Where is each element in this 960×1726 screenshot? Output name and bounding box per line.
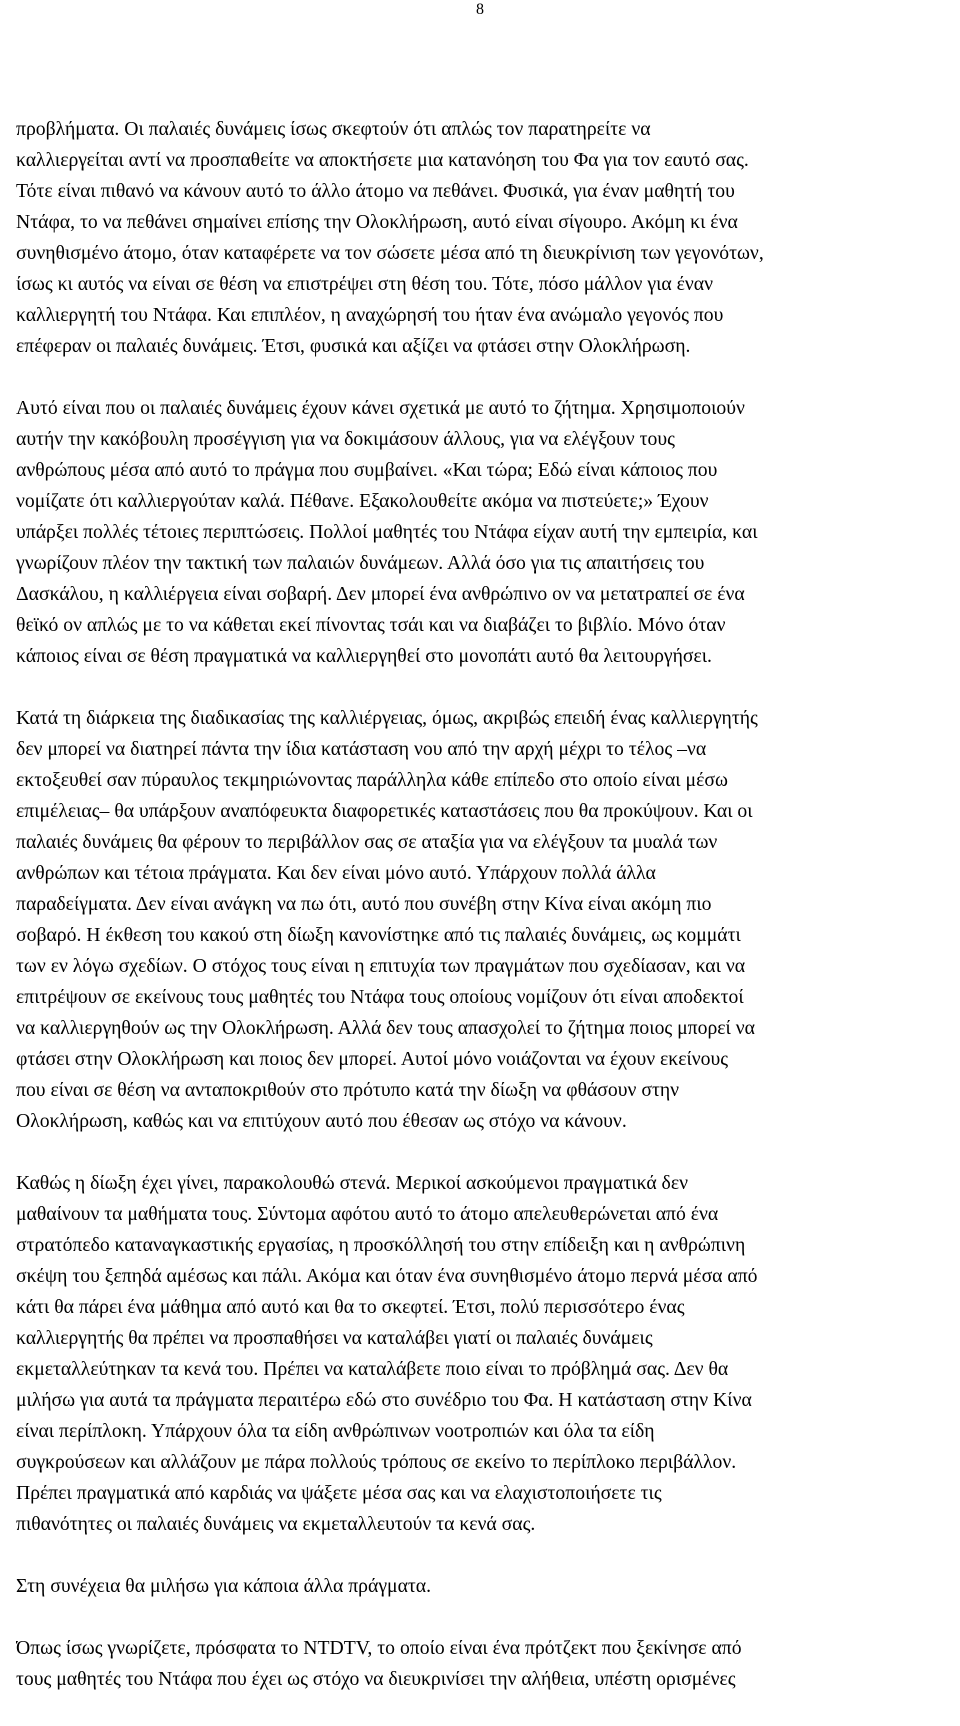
text-line: καλλιεργητής θα πρέπει να προσπαθήσει να καταλάβει γιατί οι παλαιές δυνάμεις	[16, 1327, 653, 1349]
text-line: να καλλιεργηθούν ως την Ολοκλήρωση. Αλλά δεν τους απασχολεί το ζήτημα ποιος μπορεί να	[16, 1017, 755, 1039]
text-line: φτάσει στην Ολοκλήρωση και ποιος δεν μπορεί. Αυτοί μόνο νοιάζονται να έχουν εκείνους	[16, 1048, 729, 1070]
text-line: σοβαρό. Η έκθεση του κακού στη δίωξη κανονίστηκε από τις παλαιές δυνάμεις, ως κομμάτι	[16, 924, 741, 946]
text-line: Πρέπει πραγματικά από καρδιάς να ψάξετε μέσα σας και να ελαχιστοποιήσετε τις	[16, 1482, 662, 1504]
text-line: επέφεραν οι παλαιές δυνάμεις. Έτσι, φυσικά και αξίζει να φτάσει στην Ολοκλήρωση.	[16, 335, 691, 357]
text-line: αυτήν την κακόβουλη προσέγγιση για να δοκιμάσουν άλλους, για να ελέγξουν τους	[16, 428, 675, 450]
text-line: ανθρώπους μέσα από αυτό το πράγμα που συμβαίνει. «Και τώρα; Εδώ είναι κάποιος που	[16, 459, 718, 481]
text-line: ίσως κι αυτός να είναι σε θέση να επιστρέψει στη θέση του. Τότε, πόσο μάλλον για έναν	[16, 273, 714, 295]
text-line: Δασκάλου, η καλλιέργεια είναι σοβαρή. Δεν μπορεί ένα ανθρώπινο ον να μετατραπεί σε ένα	[16, 583, 745, 605]
text-line: σκέψη του ξεπηδά αμέσως και πάλι. Ακόμα και όταν ένα συνηθισμένο άτομο περνά μέσα από	[16, 1265, 758, 1287]
text-line: τους μαθητές του Ντάφα που έχει ως στόχο να διευκρινίσει την αλήθεια, υπέστη ορισμένες	[16, 1668, 736, 1690]
paragraph	[16, 1168, 946, 1540]
text-line: είναι περίπλοκη. Υπάρχουν όλα τα είδη ανθρώπινων νοοτροπιών και όλα τα είδη	[16, 1420, 655, 1442]
text-line: καλλιεργητή του Ντάφα. Και επιπλέον, η αναχώρησή του ήταν ένα ανώμαλο γεγονός που	[16, 304, 724, 326]
text-line: υπάρξει πολλές τέτοιες περιπτώσεις. Πολλοί μαθητές του Ντάφα είχαν αυτή την εμπειρία, και	[16, 521, 758, 543]
text-line: παραδείγματα. Δεν είναι ανάγκη να πω ότι, αυτό που συνέβη στην Κίνα είναι ακόμη πιο	[16, 893, 712, 915]
text-line: Αυτό είναι που οι παλαιές δυνάμεις έχουν κάνει σχετικά με αυτό το ζήτημα. Χρησιμοποιούν	[16, 397, 745, 419]
paragraph	[16, 703, 946, 1137]
text-line: Κατά τη διάρκεια της διαδικασίας της καλλιέργειας, όμως, ακριβώς επειδή ένας καλλιεργητής	[16, 707, 758, 729]
text-line: Ντάφα, το να πεθάνει σημαίνει επίσης την Ολοκλήρωση, αυτό είναι σίγουρο. Ακόμη κι ένα	[16, 211, 738, 233]
text-line: εκτοξευθεί σαν πύραυλος τεκμηριώνοντας παράλληλα κάθε επίπεδο στο οποίο είναι μέσω	[16, 769, 728, 791]
text-line: δεν μπορεί να διατηρεί πάντα την ίδια κατάσταση νου από την αρχή μέχρι το τέλος –να	[16, 738, 707, 760]
paragraph	[16, 114, 946, 362]
text-line: Στη συνέχεια θα μιλήσω για κάποια άλλα πράγματα.	[16, 1575, 432, 1597]
text-line: Όπως ίσως γνωρίζετε, πρόσφατα το NTDTV, το οποίο είναι ένα πρότζεκτ που ξεκίνησε από	[16, 1637, 742, 1659]
text-line: επιτρέψουν σε εκείνους τους μαθητές του Ντάφα τους οποίους νομίζουν ότι είναι αποδεκτοί	[16, 986, 744, 1008]
text-line: θεϊκό ον απλώς με το να κάθεται εκεί πίνοντας τσάι και να διαβάζει το βιβλίο. Μόνο όταν	[16, 614, 726, 636]
paragraph	[16, 393, 946, 672]
text-line: των εν λόγω σχεδίων. Ο στόχος τους είναι η επιτυχία των πραγμάτων που σχεδίασαν, και να	[16, 955, 746, 977]
text-line: Τότε είναι πιθανό να κάνουν αυτό το άλλο άτομο να πεθάνει. Φυσικά, για έναν μαθητή του	[16, 180, 735, 202]
page-number: 8	[476, 1, 484, 18]
text-line: προβλήματα. Οι παλαιές δυνάμεις ίσως σκεφτούν ότι απλώς τον παρατηρείτε να	[16, 118, 651, 140]
text-line: παλαιές δυνάμεις θα φέρουν το περιβάλλον σας σε αταξία για να ελέγξουν τα μυαλά των	[16, 831, 718, 853]
text-line: Καθώς η δίωξη έχει γίνει, παρακολουθώ στενά. Μερικοί ασκούμενοι πραγματικά δεν	[16, 1172, 688, 1194]
text-line: Ολοκλήρωση, καθώς και να επιτύχουν αυτό που έθεσαν ως στόχο να κάνουν.	[16, 1110, 627, 1132]
text-line: επιμέλειας– θα υπάρξουν αναπόφευκτα διαφορετικές καταστάσεις που θα προκύψουν. Και οι	[16, 800, 753, 822]
text-line: κάποιος είναι σε θέση πραγματικά να καλλιεργηθεί στο μονοπάτι αυτό θα λειτουργήσει.	[16, 645, 712, 667]
text-line: στρατόπεδο καταναγκαστικής εργασίας, η προσκόλλησή του στην επίδειξη και η ανθρώπινη	[16, 1234, 746, 1256]
text-line: εκμεταλλεύτηκαν τα κενά του. Πρέπει να καταλάβετε ποιο είναι το πρόβλημά σας. Δεν θα	[16, 1358, 729, 1380]
text-line: πιθανότητες οι παλαιές δυνάμεις να εκμεταλλευτούν τα κενά σας.	[16, 1513, 536, 1535]
paragraph	[16, 1571, 946, 1602]
text-line: ανθρώπων και τέτοια πράγματα. Και δεν είναι μόνο αυτό. Υπάρχουν πολλά άλλα	[16, 862, 656, 884]
text-line: μαθαίνουν τα μαθήματα τους. Σύντομα αφότου αυτό το άτομο απελευθερώνεται από ένα	[16, 1203, 719, 1225]
text-line: γνωρίζουν πλέον την τακτική των παλαιών δυνάμεων. Αλλά όσο για τις απαιτήσεις του	[16, 552, 705, 574]
text-line: μιλήσω για αυτά τα πράγματα περαιτέρω εδώ στο συνέδριο του Φα. Η κατάσταση στην Κίνα	[16, 1389, 752, 1411]
text-line: καλλιεργείται αντί να προσπαθείτε να αποκτήσετε μια κατανόηση του Φα για τον εαυτό σας.	[16, 149, 749, 171]
document-body	[16, 114, 946, 1726]
text-line: συγκρούσεων και αλλάζουν με πάρα πολλούς τρόπους σε εκείνο το περίπλοκο περιβάλλον.	[16, 1451, 737, 1473]
text-line: νομίζατε ότι καλλιεργούταν καλά. Πέθανε. Εξακολουθείτε ακόμα να πιστεύετε;» Έχουν	[16, 490, 709, 512]
paragraph	[16, 1633, 946, 1695]
text-line: που είναι σε θέση να ανταποκριθούν στο πρότυπο κατά την δίωξη να φθάσουν στην	[16, 1079, 680, 1101]
text-line: κάτι θα πάρει ένα μάθημα από αυτό και θα το σκεφτεί. Έτσι, πολύ περισσότερο ένας	[16, 1296, 685, 1318]
text-line: συνηθισμένο άτομο, όταν καταφέρετε να τον σώσετε μέσα από τη διευκρίνιση των γεγονότων,	[16, 242, 764, 264]
